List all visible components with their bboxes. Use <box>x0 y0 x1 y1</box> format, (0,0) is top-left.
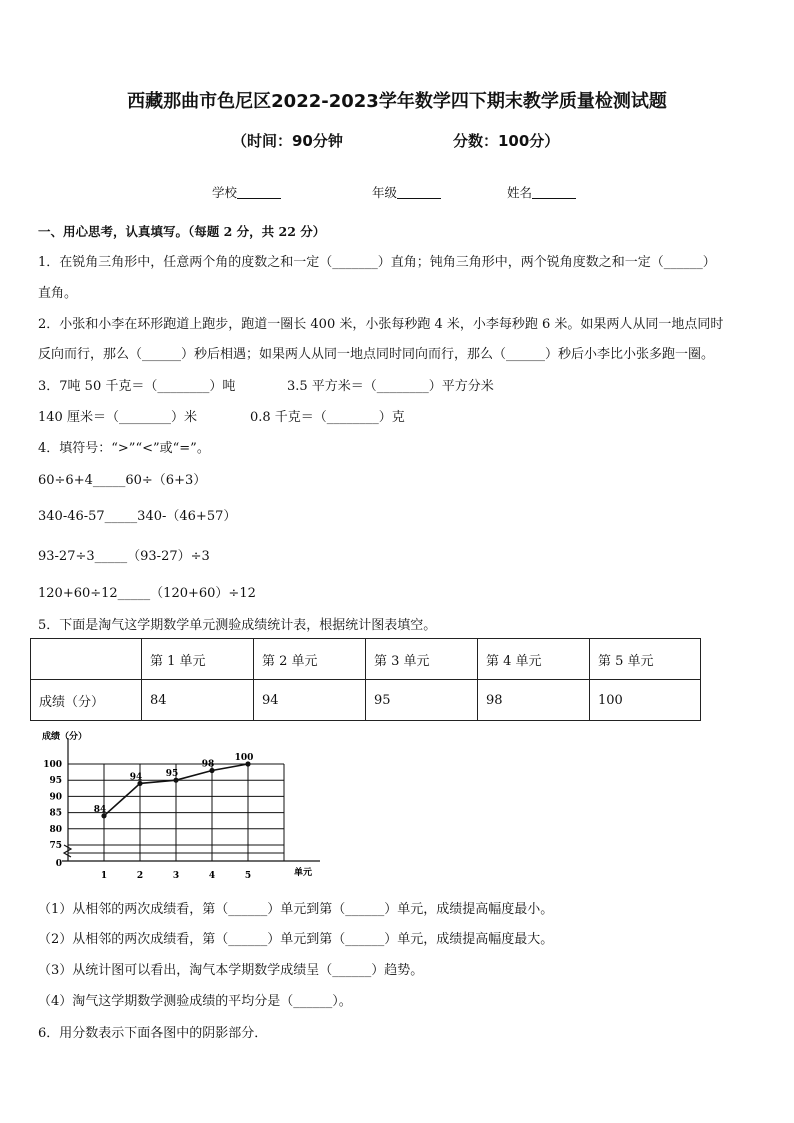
table-header-cell <box>31 639 142 680</box>
data-label: 84 <box>93 804 107 815</box>
page-title: 西藏那曲市色尼区2022-2023学年数学四下期末教学质量检测试题 <box>127 91 667 112</box>
q1-line1: 1．在锐角三角形中，任意两个角的度数之和一定（_______）直角；钝角三角形中，两个锐角度数之和一定（______） <box>38 255 716 270</box>
table-header-row <box>31 639 701 680</box>
table-header-cell: 第 2 单元 <box>254 639 366 680</box>
table-row-label: 成绩（分） <box>31 680 142 721</box>
y-tick-label: 90 <box>49 792 62 803</box>
table-row <box>31 680 701 721</box>
score-line-chart <box>38 728 338 883</box>
y-tick-label: 100 <box>43 760 62 770</box>
y-tick-label: 95 <box>49 776 62 787</box>
name-field <box>507 183 576 201</box>
table-cell: 94 <box>254 680 366 721</box>
data-label: 95 <box>165 769 179 780</box>
q3-item-d: 0.8 千克＝（________）克 <box>250 410 405 425</box>
exam-time: （时间：90分钟 <box>232 132 343 150</box>
table-header-cell: 第 1 单元 <box>142 639 254 680</box>
q5-sub-4: （4）淘气这学期数学测验成绩的平均分是（______）。 <box>38 994 352 1009</box>
q1-line2: 直角。 <box>38 286 78 301</box>
y-tick-label: 75 <box>49 841 62 851</box>
school-label: 学校 <box>212 185 238 200</box>
q5-stem: 5．下面是淘气这学期数学单元测验成绩统计表，根据统计图表填空。 <box>38 618 437 633</box>
grade-blank[interactable] <box>397 186 441 199</box>
data-label: 94 <box>129 772 143 783</box>
grade-field <box>372 183 441 201</box>
q4-item-1: 60÷6+4_____60÷（6+3） <box>38 473 207 488</box>
q3-item-b: 3.5 平方米＝（________）平方分米 <box>287 379 494 394</box>
x-tick-label: 2 <box>136 871 144 881</box>
q4-item-2: 340-46-57_____340-（46+57） <box>38 509 237 524</box>
y-tick-label: 85 <box>49 808 62 819</box>
grade-label: 年级 <box>372 185 398 200</box>
q2-line1: 2．小张和小李在环形跑道上跑步，跑道一圈长 400 米，小张每秒跑 4 米，小李每秒跑 6 米。如果两人从同一地点同时 <box>38 317 724 332</box>
score-table <box>30 638 701 721</box>
table-header-cell: 第 3 单元 <box>366 639 478 680</box>
section-heading: 一、用心思考，认真填写。（每题 2 分，共 22 分） <box>38 224 326 239</box>
table-cell: 84 <box>142 680 254 721</box>
data-label: 100 <box>234 753 254 763</box>
school-field <box>212 183 281 201</box>
data-label: 98 <box>201 759 215 770</box>
name-label: 姓名 <box>507 185 533 200</box>
q4-stem: 4．填符号：“>”“<”或“=”。 <box>38 441 210 456</box>
x-tick-label: 4 <box>208 871 216 881</box>
table-cell: 100 <box>590 680 701 721</box>
y-tick-label: 0 <box>55 859 62 869</box>
table-cell: 98 <box>478 680 590 721</box>
y-tick-label: 80 <box>49 824 62 835</box>
q2-line2: 反向而行，那么（______）秒后相遇；如果两人从同一地点同时同向而行，那么（______）秒后小李比小张多跑一圈。 <box>38 347 715 362</box>
exam-score: 分数：100分） <box>453 132 560 150</box>
x-tick-label: 1 <box>100 871 108 881</box>
q3-item-a: 3．7吨 50 千克＝（________）吨 <box>38 379 236 394</box>
q5-sub-2: （2）从相邻的两次成绩看，第（______）单元到第（______）单元，成绩提高幅度最大。 <box>38 932 554 947</box>
y-axis-title: 成绩（分） <box>42 732 88 742</box>
table-header-cell: 第 5 单元 <box>590 639 701 680</box>
q5-sub-1: （1）从相邻的两次成绩看，第（______）单元到第（______）单元，成绩提高幅度最小。 <box>38 902 554 917</box>
table-cell: 95 <box>366 680 478 721</box>
q3-item-c: 140 厘米＝（________）米 <box>38 410 197 425</box>
table-header-cell: 第 4 单元 <box>478 639 590 680</box>
q5-sub-3: （3）从统计图可以看出，淘气本学期数学成绩呈（______）趋势。 <box>38 963 424 978</box>
x-axis-title: 单元 <box>294 868 313 878</box>
name-blank[interactable] <box>532 186 576 199</box>
q4-item-4: 120+60÷12_____（120+60）÷12 <box>38 586 256 601</box>
q4-item-3: 93-27÷3_____（93-27）÷3 <box>38 549 210 564</box>
x-tick-label: 3 <box>172 871 180 881</box>
q6-stem: 6．用分数表示下面各图中的阴影部分． <box>38 1026 268 1041</box>
x-tick-label: 5 <box>244 871 252 881</box>
axis-break-mark <box>64 845 71 857</box>
school-blank[interactable] <box>237 186 281 199</box>
